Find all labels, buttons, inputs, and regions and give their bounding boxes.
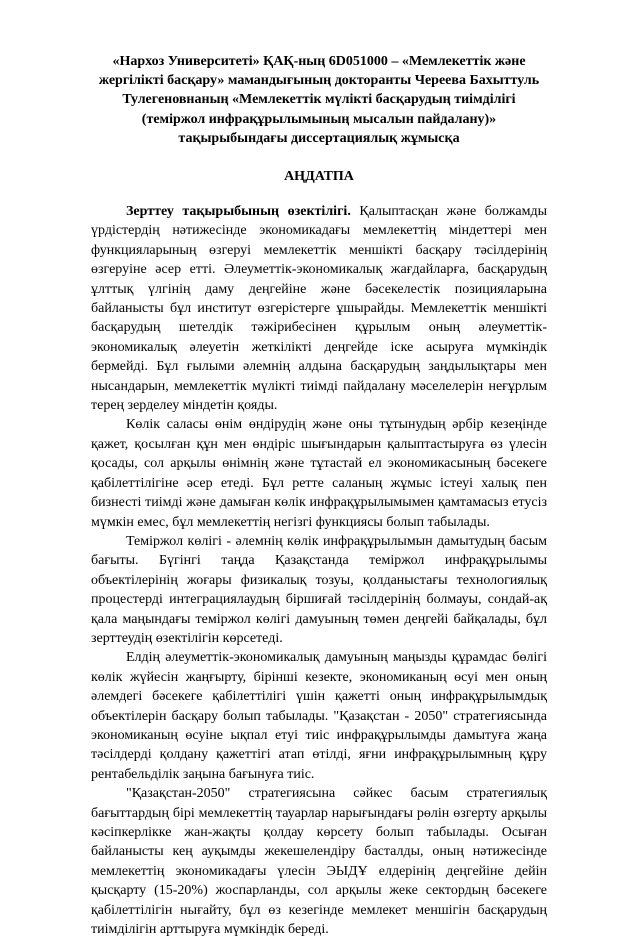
paragraph-modernization: Елдің әлеуметтік-экономикалық дамуының маңызды құрамдас бөлігі көлік жүйесін жаңғырту, бірінші кезекте, экономиканың өсуі мен оның әлемдегі бәсекеге қабілеттілігі үшін қажетті оның инфрақұрылымдық объектілерін басқару болып табылады. "Қазақстан - 2050" стратегиясында экономиканың өсуіне ықпал етуі тиіс инфрақұрылымды дамытуға жаңа тәсілдерді қолдану қажеттігі атап өтілді, яғни инфрақұрылымның құру рентабельділік заңына бағынуға тиіс. xyxy=(91,650,547,782)
paragraph-transport: Көлік саласы өнім өндірудің және оны тұтынудың әрбір кезеңінде қажет, қосылған құн мен өндіріс шығындарын қалыптастыруға өз үлесін қосады, сол арқылы өнімнің және тұтастай ел экономикасының бәсекеге қабілеттілігіне әсер етеді. Бұл ретте саланың жұмыс істеуі халық пен бизнесті тиімді және дамыған көлік инфрақұрылымымен қамтамасыз етусіз мүмкін емес, бұл мемлекеттің негізгі функциясы болып табылады. xyxy=(91,417,547,530)
document-title: АҢДАТПА xyxy=(284,169,354,185)
document-heading: «Нархоз Университеті» ҚАҚ-ның 6D051000 – «Мемлекеттік және жергілікті басқару» мамандығының докторанты Череева Бахыттуль Тулегеновнаның «Мемлекеттік мүлікті басқарудың тиімділігі (теміржол инфрақұрылымының мысалын пайдалану)» тақырыбындағы диссертациялық жұмысқа xyxy=(98,54,540,146)
paragraph-railway: Теміржол көлігі - әлемнің көлік инфрақұрылымын дамытудың басым бағыты. Бүгінгі таңда Қазақстанда теміржол инфрақұрылымы объектілерінің жоғары физикалық тозуы, қолданыстағы технологиялық процестерді интеграциялаудың біршиғай тәсілдерінің болмауы, сондай-ақ қала маңындағы теміржол көлігі дамуының төмен деңгейі байқалады, бұл зерттеудің өзектілігін көрсетеді. xyxy=(91,533,547,646)
paragraph-relevance xyxy=(91,202,547,415)
document-page xyxy=(91,52,547,939)
paragraph-text: Қалыптасқан және болжамды үрдістердің нәтижесінде экономикадағы мемлекеттің міндеттері мен функцияларының өзгеруі мемлекеттік меншікті басқару тәсілдерінің өзгеруіне әсер етті. Әлеуметтік-экономикалық жағдайларға, басқарудың ұлттық үлгінің даму деңгейіне және бәсекелестік позицияларына байланысты бұл институт өзгерістерге ұшырайды. Мемлекеттік меншікті басқарудың шетелдік тәжірибесінен құрылым оның әлеуметтік-экономикалық әлеуетін жеткілікті деңгейде іске асыруға мүмкіндік бермейді. Бұл ғылыми әлемнің алдына басқарудың заңдылықтары мен нысандарын, мемлекеттік мүлікті тиімді пайдалану мәселелерін неғұрлым терең зерделеу міндетін қояды. xyxy=(91,204,548,414)
paragraph-lead: Зерттеу тақырыбының өзектілігі. xyxy=(126,204,351,220)
paragraph-strategy: "Қазақстан-2050" стратегиясына сәйкес басым стратегиялық бағыттардың бірі мемлекеттің тауарлар нарығындағы рөлін өзгерту арқылы кәсіпкерлікке жан-жақты қолдау көрсету болып табылады. Осыған байланысты кең ауқымды жекешелендіру басталды, оның нәтижесінде мемлекеттің экономикадағы үлесін ЭЫДҰ елдерінің деңгейіне дейін қысқарту (15-20%) жоспарланды, сол арқылы жеке сектордың бәсекеге қабілеттілігін нығайту, бұл өз кезегінде мемлекет меншігін басқарудың тиімділігін арттыруға мүмкіндік береді. xyxy=(91,786,547,938)
